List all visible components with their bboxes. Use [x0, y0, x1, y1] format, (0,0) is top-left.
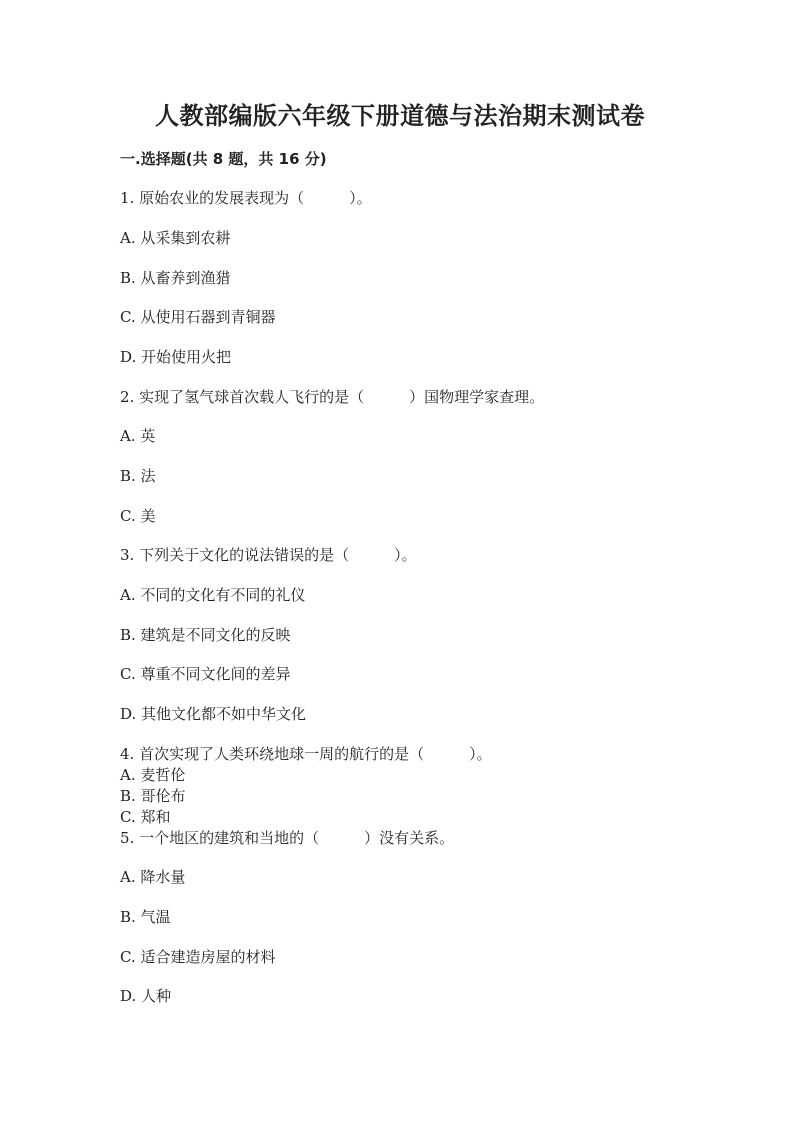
question-3-option-a: A. 不同的文化有不同的礼仪: [120, 586, 306, 604]
question-5-option-c: C. 适合建造房屋的材料: [120, 948, 276, 966]
question-3-option-c: C. 尊重不同文化间的差异: [120, 665, 291, 683]
question-4-stem: 4. 首次实现了人类环绕地球一周的航行的是（ ）。: [120, 745, 492, 763]
question-1-option-d: D. 开始使用火把: [120, 348, 232, 366]
question-3-option-d: D. 其他文化都不如中华文化: [120, 705, 307, 723]
question-1-option-c: C. 从使用石器到青铜器: [120, 308, 276, 326]
question-2-stem: 2. 实现了氢气球首次载人飞行的是（ ）国物理学家查理。: [120, 388, 545, 406]
question-5-option-b: B. 气温: [120, 908, 171, 926]
question-4-option-c: C. 郑和: [120, 808, 171, 826]
question-2-option-b: B. 法: [120, 467, 156, 485]
question-3-stem: 3. 下列关于文化的说法错误的是（ ）。: [120, 546, 417, 564]
question-5-option-a: A. 降水量: [120, 868, 186, 886]
page-title: 人教部编版六年级下册道德与法治期末测试卷: [155, 102, 645, 130]
question-1-option-a: A. 从采集到农耕: [120, 229, 231, 247]
question-3-option-b: B. 建筑是不同文化的反映: [120, 626, 291, 644]
question-5-option-d: D. 人种: [120, 987, 172, 1005]
question-4-option-a: A. 麦哲伦: [120, 766, 186, 784]
question-1-stem: 1. 原始农业的发展表现为（ ）。: [120, 189, 372, 207]
question-1-option-b: B. 从畜养到渔猎: [120, 269, 231, 287]
section-heading: 一.选择题(共 8 题，共 16 分): [120, 150, 327, 168]
question-4-option-b: B. 哥伦布: [120, 787, 186, 805]
question-5-stem: 5. 一个地区的建筑和当地的（ ）没有关系。: [120, 829, 455, 847]
question-2-option-c: C. 美: [120, 507, 156, 525]
question-2-option-a: A. 英: [120, 427, 156, 445]
